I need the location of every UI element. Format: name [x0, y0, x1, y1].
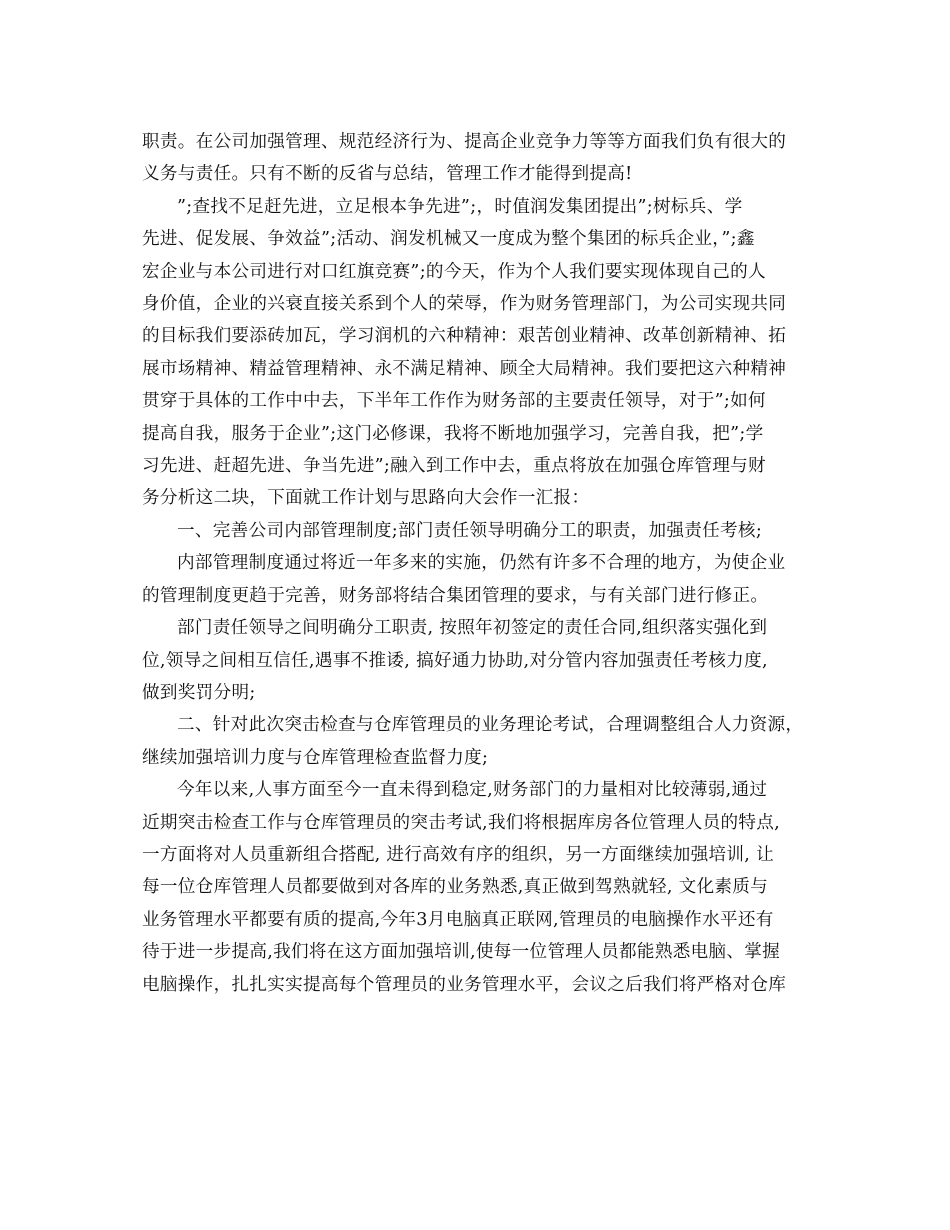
text-line: 部门责任领导之间明确分工职责, 按照年初签定的责任合同,组织落实强化到 — [177, 618, 768, 639]
text-line: 内部管理制度通过将近一年多来的实施，仍然有许多不合理的地方，为使企业 — [177, 553, 786, 574]
text-line: 身价值，企业的兴衰直接关系到个人的荣辱，作为财务管理部门，为公司实现共同 — [142, 294, 787, 315]
text-line: 务分析这二块，下面就工作计划与思路向大会作一汇报： — [142, 488, 590, 509]
paragraph — [142, 191, 832, 515]
paragraph — [142, 709, 832, 774]
text-line: 贯穿于具体的工作中中去，下半年工作作为财务部的主要责任领导，对于”;如何 — [142, 391, 766, 412]
text-line: 今年以来,人事方面至今一直未得到稳定,财务部门的力量相对比较薄弱,通过 — [177, 780, 768, 801]
paragraph — [142, 126, 832, 191]
paragraph — [142, 515, 832, 547]
text-line: 继续加强培训力度与仓库管理检查监督力度; — [142, 747, 489, 768]
text-line: 二、针对此次突击检查与仓库管理员的业务理论考试，合理调整组合人力资源， — [177, 715, 804, 736]
text-line: 业务管理水平都要有质的提高,今年3月电脑真正联网,管理员的电脑操作水平还有 — [142, 909, 774, 930]
text-line: 位,领导之间相互信任,遇事不推诿, 搞好通力协助,对分管内容加强责任考核力度, — [142, 650, 768, 671]
paragraph — [142, 547, 832, 612]
text-line: 一方面将对人员重新组合搭配, 进行高效有序的组织，另一方面继续加强培训, 让 — [142, 844, 774, 865]
text-line: 做到奖罚分明; — [142, 682, 256, 703]
text-line: 宏企业与本公司进行对口红旗竞赛”;的今天，作为个人我们要实现体现自己的人 — [142, 261, 766, 282]
text-line: 先进、促发展、争效益”;活动、润发机械又一度成为整个集团的标兵企业，”;鑫 — [142, 229, 755, 250]
paragraph — [142, 774, 832, 1001]
paragraph — [142, 612, 832, 709]
text-line: 习先进、赶超先进、争当先进”;融入到工作中去，重点将放在加强仓库管理与财 — [142, 456, 766, 477]
document-body — [142, 126, 832, 1001]
text-line: 的目标我们要添砖加瓦，学习润机的六种精神：艰苦创业精神、改革创新精神、拓 — [142, 326, 787, 347]
text-line: 一、完善公司内部管理制度;部门责任领导明确分工的职责，加强责任考核; — [177, 520, 763, 541]
text-line: 提高自我，服务于企业”;这门必修课，我将不断地加强学习，完善自我，把”;学 — [142, 423, 764, 444]
text-line: 展市场精神、精益管理精神、永不满足精神、顾全大局精神。我们要把这六种精神 — [142, 358, 787, 379]
text-line: 义务与责任。只有不断的反省与总结，管理工作才能得到提高! — [142, 164, 633, 185]
text-line: 电脑操作，扎扎实实提高每个管理员的业务管理水平，会议之后我们将严格对仓库 — [142, 974, 787, 995]
text-line: 的管理制度更趋于完善，财务部将结合集团管理的要求，与有关部门进行修正。 — [142, 585, 769, 606]
text-line: 职责。在公司加强管理、规范经济行为、提高企业竞争力等等方面我们负有很大的 — [142, 132, 787, 152]
text-line: 近期突击检查工作与仓库管理员的突击考试,我们将根据库房各位管理人员的特点, — [142, 812, 781, 833]
text-line: 待于进一步提高,我们将在这方面加强培训,使每一位管理人员都能熟悉电脑、掌握 — [142, 942, 781, 963]
text-line: ”;查找不足赶先进，立足根本争先进”;，时值润发集团提出”;树标兵、学 — [177, 196, 743, 217]
text-line: 每一位仓库管理人员都要做到对各库的业务熟悉,真正做到驾熟就轻, 文化素质与 — [142, 877, 769, 898]
